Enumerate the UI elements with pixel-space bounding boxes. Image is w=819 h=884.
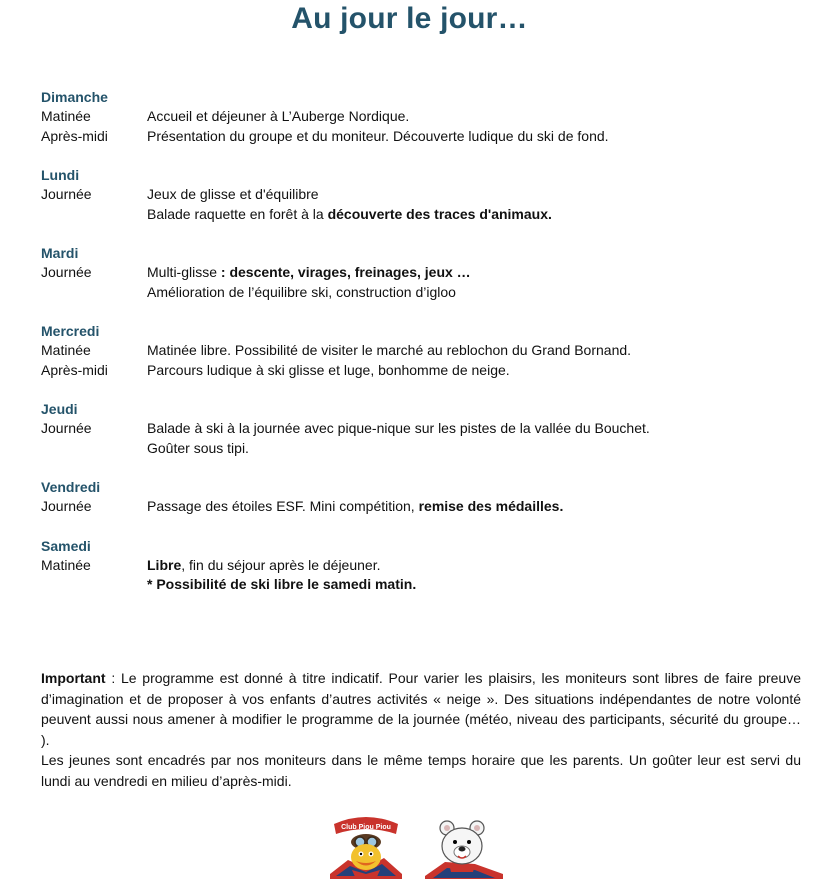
day-name: Mercredi xyxy=(41,323,100,339)
day-block xyxy=(41,166,801,224)
activity-text: Parcours ludique à ski glisse et luge, bonhomme de neige. xyxy=(147,361,510,378)
polar-bear-mascot-logo xyxy=(425,821,503,879)
mascot-logos xyxy=(330,812,530,879)
activity-text-bold: : descente, virages, freinages, jeux … xyxy=(220,264,471,280)
day-block xyxy=(41,400,801,458)
time-slot: Après-midi xyxy=(41,127,108,144)
page-title: Au jour le jour… xyxy=(291,2,528,35)
time-slot: Matinée xyxy=(41,342,91,358)
activity-text: Amélioration de l’équilibre ski, construction d’igloo xyxy=(147,283,456,300)
time-slot xyxy=(41,439,147,459)
schedule-row xyxy=(41,107,801,127)
activity-text: , fin du séjour après le déjeuner. xyxy=(181,556,381,573)
important-paragraph-1 xyxy=(41,668,801,750)
activity-text-bold: remise des médailles. xyxy=(418,498,564,514)
activity-line xyxy=(147,419,801,439)
activity-line xyxy=(147,556,801,576)
day-name: Samedi xyxy=(41,537,91,554)
activity-text: Présentation du groupe et du moniteur. Découverte ludique du ski de fond. xyxy=(147,127,609,144)
activity-line xyxy=(147,575,801,595)
activity-line xyxy=(147,263,801,283)
time-slot: Journée xyxy=(41,186,92,202)
time-slot: Matinée xyxy=(41,556,91,573)
time-slot: Après-midi xyxy=(41,361,108,378)
schedule-row xyxy=(41,497,801,517)
schedule-row xyxy=(41,205,801,225)
schedule-row xyxy=(41,439,801,459)
activity-line xyxy=(147,361,801,381)
activity-text: Balade à ski à la journée avec pique-nique sur les pistes de la vallée du Bouchet. xyxy=(147,420,650,436)
day-name: Lundi xyxy=(41,167,80,183)
activity-text: Multi-glisse xyxy=(147,264,221,280)
activity-text: Jeux de glisse et d'équilibre xyxy=(147,186,319,202)
activity-text: Matinée libre. Possibilité de visiter le marché au reblochon du Grand Bornand. xyxy=(147,342,632,358)
day-name: Jeudi xyxy=(41,401,78,417)
day-block xyxy=(41,244,801,302)
activity-line xyxy=(147,107,801,127)
activity-text-bold: Libre xyxy=(147,556,182,573)
activity-line xyxy=(147,341,801,361)
time-slot: Journée xyxy=(41,264,92,280)
time-slot xyxy=(41,205,147,225)
activity-line xyxy=(147,439,801,459)
weekly-schedule xyxy=(41,88,801,615)
schedule-row xyxy=(41,556,801,576)
day-name: Vendredi xyxy=(41,479,101,495)
schedule-row xyxy=(41,341,801,361)
activity-line xyxy=(147,283,801,303)
logos xyxy=(330,812,530,879)
schedule-row xyxy=(41,283,801,303)
time-slot: Matinée xyxy=(41,108,91,124)
activity-text: Goûter sous tipi. xyxy=(147,439,249,456)
activity-line xyxy=(147,185,801,205)
time-slot: Journée xyxy=(41,420,92,436)
activity-text-bold: * Possibilité de ski libre le samedi matin. xyxy=(147,576,417,592)
schedule-row xyxy=(41,419,801,439)
day-block xyxy=(41,537,801,595)
activity-text: Balade raquette en forêt à la xyxy=(147,205,328,222)
day-block xyxy=(41,478,801,517)
day-block xyxy=(41,322,801,380)
schedule-row xyxy=(41,263,801,283)
schedule-row xyxy=(41,575,801,595)
time-slot xyxy=(41,283,147,303)
time-slot: Journée xyxy=(41,498,92,514)
duck-mascot-logo xyxy=(330,817,402,879)
important-note xyxy=(41,668,801,791)
day-block xyxy=(41,88,801,146)
activity-text: Accueil et déjeuner à L’Auberge Nordique. xyxy=(147,108,410,124)
schedule-row xyxy=(41,127,801,147)
day-name: Mardi xyxy=(41,245,79,261)
day-name: Dimanche xyxy=(41,89,108,105)
activity-text: Passage des étoiles ESF. Mini compétition, xyxy=(147,498,419,514)
club-name-text: Club Piou Piou xyxy=(341,824,391,831)
time-slot xyxy=(41,575,147,595)
activity-text-bold: découverte des traces d'animaux. xyxy=(327,205,552,222)
important-label: Important xyxy=(41,670,106,686)
important-text-1: : Le programme est donné à titre indicatif. Pour varier les plaisirs, les moniteurs sont libres de faire preuve d’imagination et de proposer à vos enfants d’autres activités « neige ». Des situations indépendantes de notre volonté peuvent aussi nous amener à modifier le programme de la journée (météo, niveau des participants, sécurité du groupe… ). xyxy=(41,670,801,748)
activity-line xyxy=(147,205,801,225)
important-paragraph-2: Les jeunes sont encadrés par nos moniteurs dans le même temps horaire que les parents. Un goûter leur est servi du lundi au vendredi en milieu d’après-midi. xyxy=(41,752,801,789)
schedule-row xyxy=(41,185,801,205)
schedule-row xyxy=(41,361,801,381)
activity-line xyxy=(147,127,801,147)
activity-line xyxy=(147,497,801,517)
